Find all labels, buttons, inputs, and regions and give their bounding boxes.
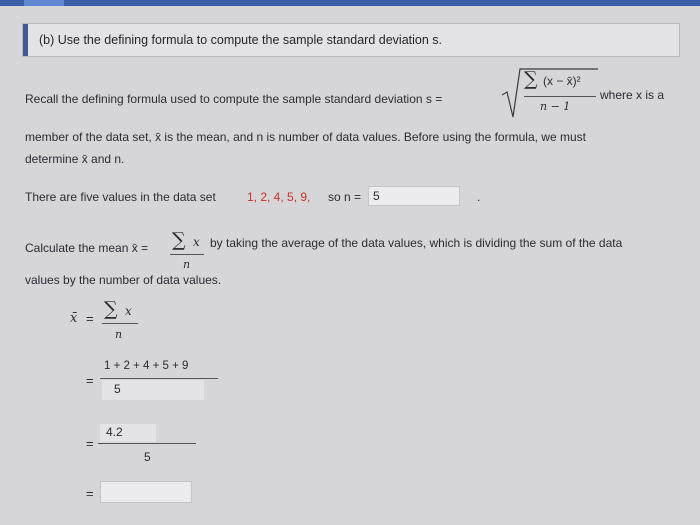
definition-line-3: determine x̄ and n.	[25, 152, 125, 166]
dataset-values: 1, 2, 4, 5, 9,	[247, 190, 311, 204]
header-stripe	[23, 24, 28, 56]
step1-numerator: 1 + 2 + 4 + 5 + 9	[104, 360, 189, 372]
xbar-symbol: x̄	[70, 311, 78, 326]
step0-denominator: n	[115, 328, 123, 341]
definition-line-2: member of the data set, x̄ is the mean, and n is number of data values. Before using the formula, we must	[25, 130, 586, 144]
step2-numerator-input[interactable]: 4.2	[100, 424, 156, 442]
part-b-header	[22, 23, 680, 57]
dataset-trailing-dot: .	[477, 190, 481, 204]
formula-denominator: n − 1	[540, 100, 571, 113]
dataset-prefix: There are five values in the data set	[25, 190, 216, 204]
formula-fraction-line	[524, 96, 596, 97]
formula-numerator: (x − x̄)²	[543, 74, 581, 88]
step3-equals: =	[86, 486, 94, 501]
mean-sigma-symbol: ∑	[172, 229, 186, 251]
mean-instruction-line-2: values by the number of data values.	[25, 273, 222, 287]
final-answer-input[interactable]	[100, 481, 192, 503]
mean-sigma-var: x	[193, 235, 200, 249]
mean-instruction-prefix: Calculate the mean x̄ =	[25, 241, 149, 255]
step1-denominator-input[interactable]: 5	[102, 380, 204, 400]
step1-fraction-line	[100, 378, 218, 379]
top-bar	[0, 0, 700, 6]
step1-equals: =	[86, 373, 94, 388]
step0-sigma-symbol: ∑	[104, 298, 118, 320]
step2-denominator: 5	[144, 450, 151, 464]
mean-denominator: n	[183, 258, 191, 271]
step2-fraction-line	[98, 443, 196, 444]
recall-text: Recall the defining formula used to compute the sample standard deviation s =	[25, 92, 443, 106]
step0-equals: =	[86, 311, 94, 326]
n-input[interactable]: 5	[368, 186, 460, 206]
step0-sigma-var: x	[125, 304, 132, 318]
step0-fraction-line	[102, 323, 138, 324]
step2-equals: =	[86, 436, 94, 451]
mean-fraction-line	[170, 254, 204, 255]
sigma-symbol: ∑	[524, 68, 538, 90]
so-n-text: so n =	[328, 190, 362, 204]
top-bar-accent	[24, 0, 64, 6]
part-b-label: (b) Use the defining formula to compute the sample standard deviation s.	[39, 33, 442, 47]
mean-instruction-suffix: by taking the average of the data values, which is dividing the sum of the data	[210, 236, 623, 250]
where-text: where x is a	[600, 88, 665, 102]
